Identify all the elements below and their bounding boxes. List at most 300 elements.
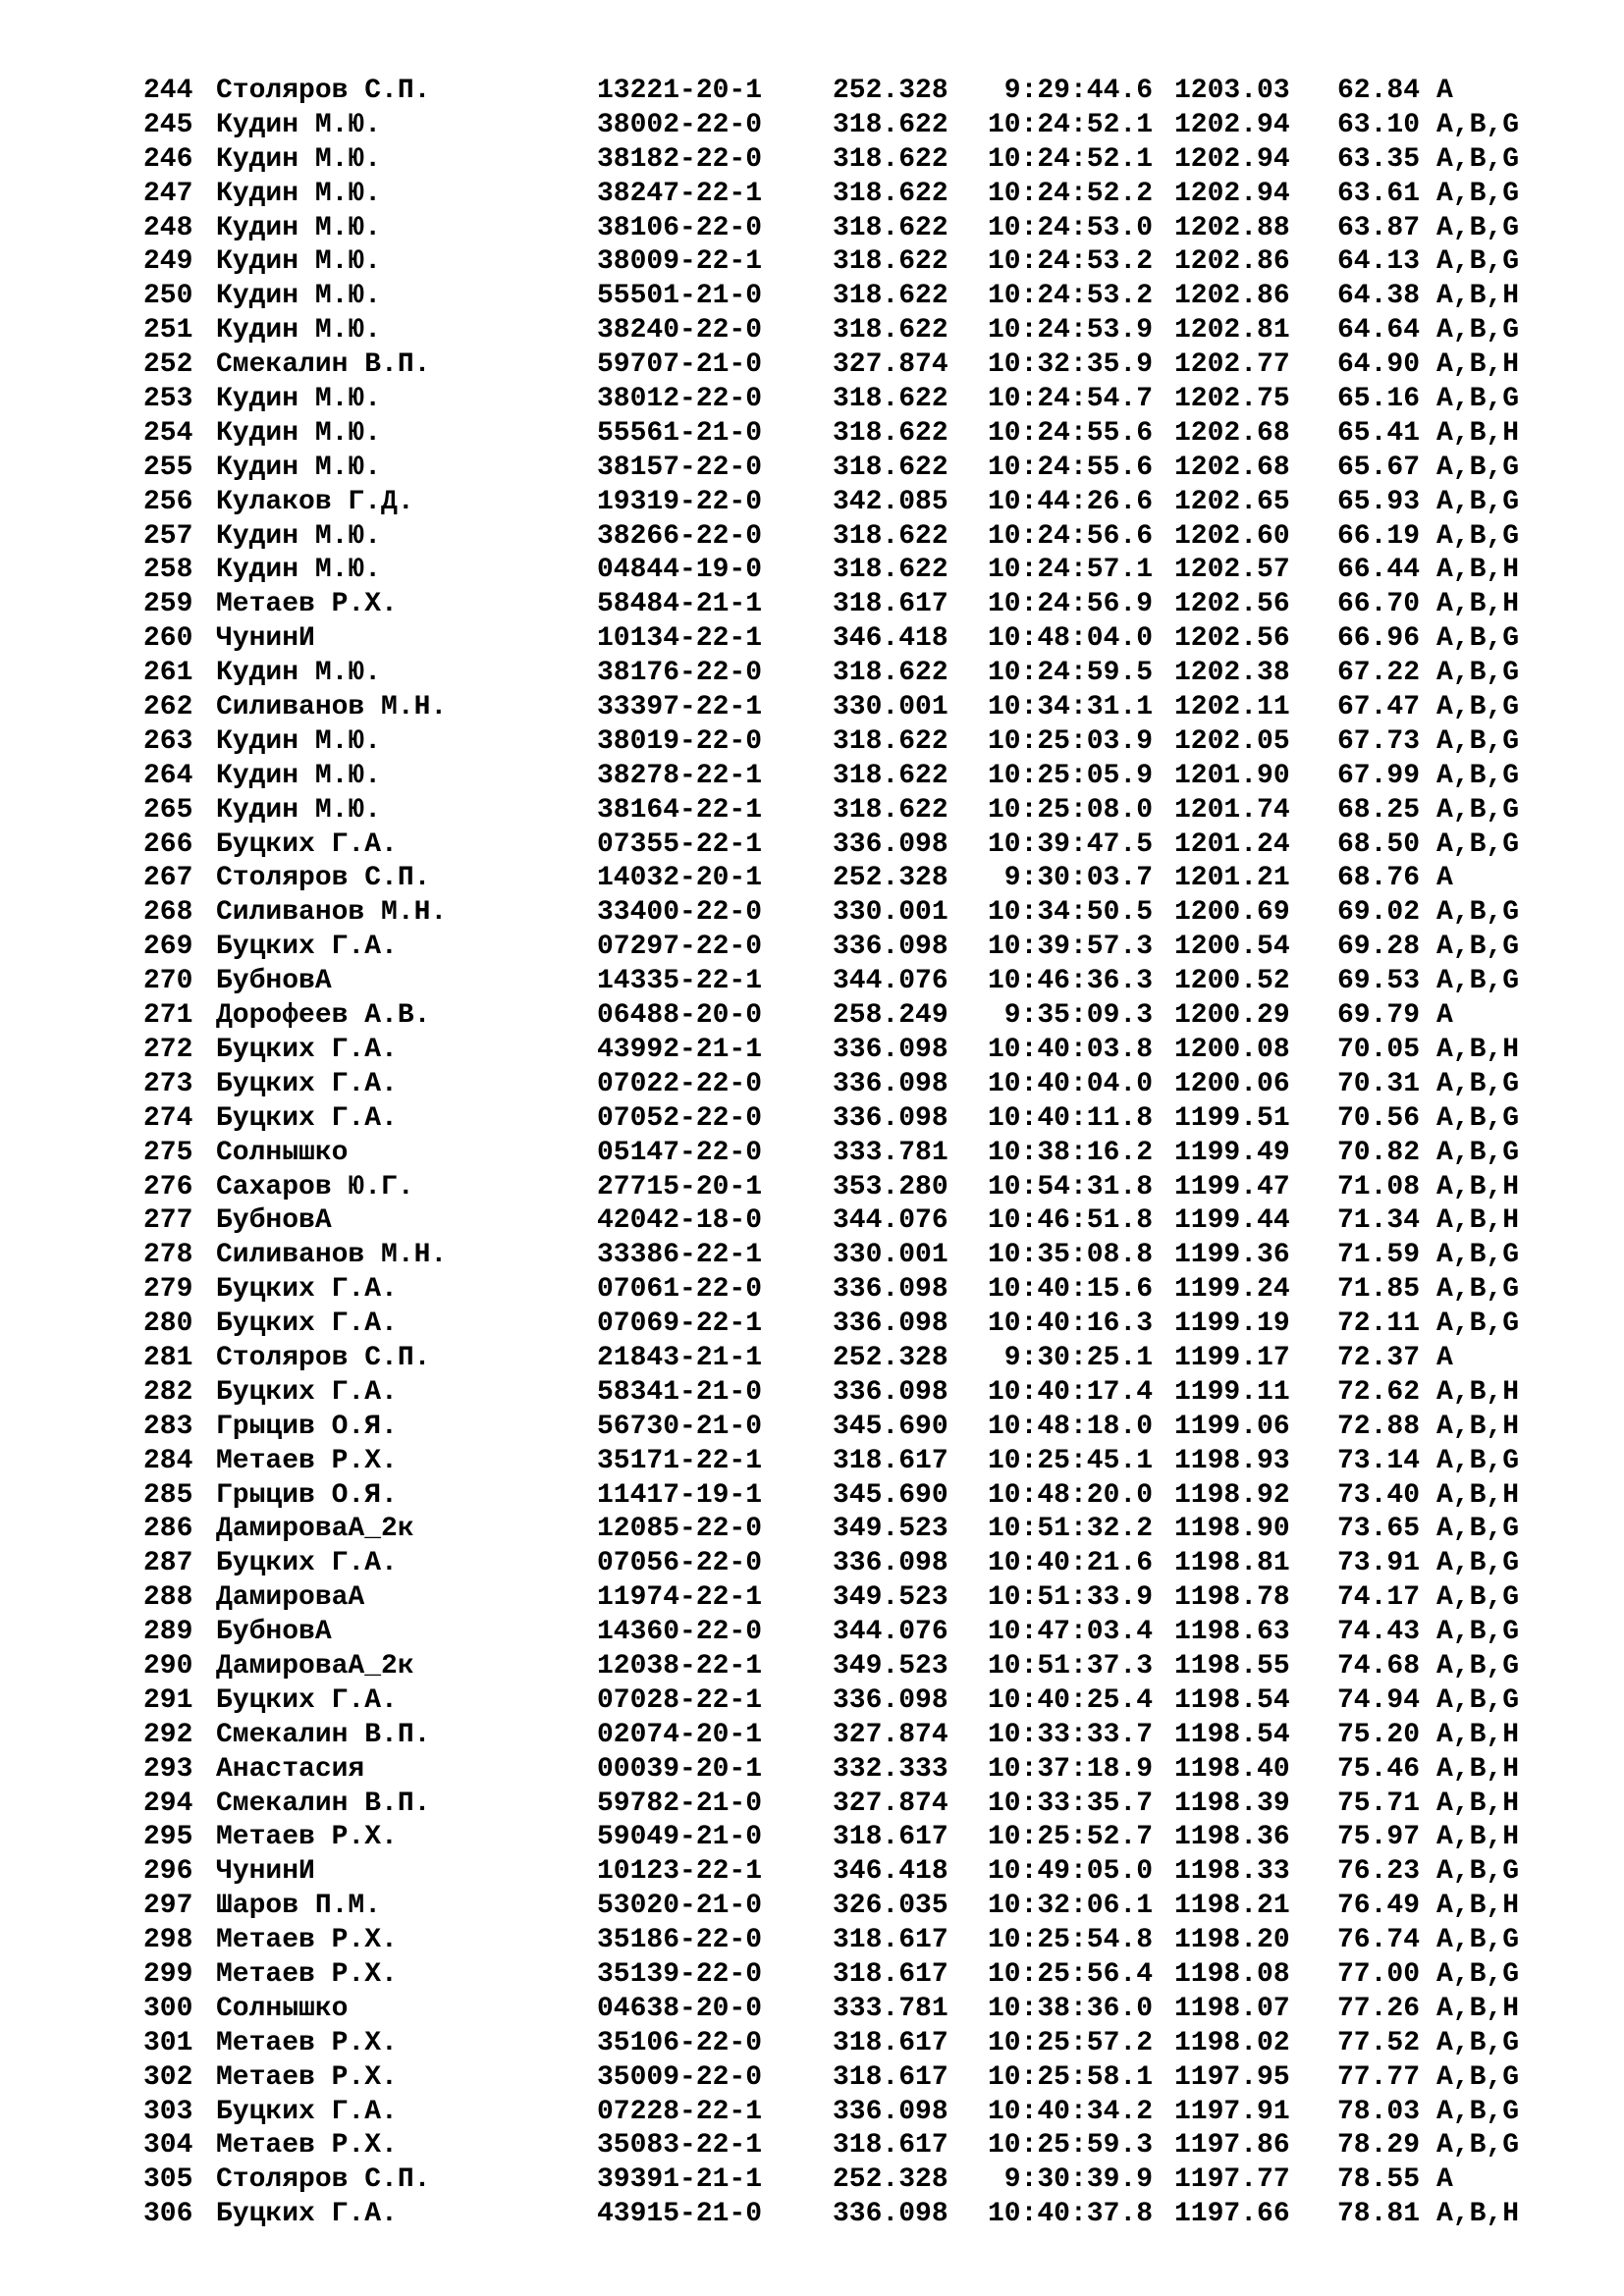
distance: 345.690 [833, 1411, 948, 1442]
participant-name: Метаев Р.Х. [216, 1925, 398, 1956]
speed: 1198.07 [1174, 1993, 1290, 2024]
ring-number: 35171-22-1 [597, 1445, 763, 1476]
arrival-time: 10:51:37.3 [987, 1650, 1153, 1682]
table-row [143, 2163, 1557, 2198]
percentile: 76.23 [1337, 1856, 1421, 1888]
participant-name: Столяров С.П. [216, 2164, 431, 2196]
speed: 1199.24 [1174, 1274, 1290, 1306]
distance: 318.622 [833, 315, 948, 347]
table-row [143, 896, 1557, 931]
place-number: 251 [143, 315, 193, 347]
speed: 1202.94 [1174, 109, 1290, 140]
ring-number: 10134-22-1 [597, 623, 763, 655]
percentile: 69.79 [1337, 1000, 1421, 1032]
distance: 344.076 [833, 966, 948, 997]
participant-name: Кулаков Г.Д. [216, 486, 414, 517]
table-row [143, 2061, 1557, 2096]
table-row [143, 383, 1557, 417]
participant-name: ЧунинИ [216, 1856, 315, 1888]
table-row [143, 1273, 1557, 1308]
participant-name: Буцких Г.А. [216, 1308, 398, 1340]
place-number: 284 [143, 1445, 193, 1476]
percentile: 65.93 [1337, 486, 1421, 517]
table-row [143, 1788, 1557, 1822]
distance: 336.098 [833, 1102, 948, 1134]
speed: 1202.81 [1174, 315, 1290, 347]
distance: 252.328 [833, 76, 948, 106]
speed: 1197.91 [1174, 2096, 1290, 2127]
participant-name: Буцких Г.А. [216, 1068, 398, 1099]
arrival-time: 10:34:31.1 [987, 692, 1153, 723]
distance: 349.523 [833, 1582, 948, 1614]
ring-number: 07056-22-0 [597, 1548, 763, 1579]
distance: 336.098 [833, 828, 948, 860]
arrival-time: 10:25:08.0 [987, 794, 1153, 826]
arrival-time: 10:24:54.7 [987, 384, 1153, 415]
distance: 345.690 [833, 1479, 948, 1511]
category-flags: A,B,G [1436, 794, 1520, 826]
participant-name: Кудин М.Ю. [216, 212, 382, 243]
category-flags: A,B,G [1436, 1650, 1520, 1682]
distance: 336.098 [833, 2096, 948, 2127]
percentile: 76.49 [1337, 1891, 1421, 1922]
place-number: 270 [143, 966, 193, 997]
ring-number: 04638-20-0 [597, 1993, 763, 2024]
category-flags: A,B,H [1436, 1719, 1520, 1750]
category-flags: A,B,H [1436, 1993, 1520, 2024]
speed: 1202.05 [1174, 725, 1290, 757]
percentile: 67.22 [1337, 658, 1421, 689]
percentile: 78.81 [1337, 2199, 1421, 2230]
distance: 318.622 [833, 178, 948, 209]
distance: 318.617 [833, 2130, 948, 2162]
table-row [143, 348, 1557, 383]
ring-number: 12085-22-0 [597, 1514, 763, 1545]
place-number: 305 [143, 2164, 193, 2196]
place-number: 277 [143, 1205, 193, 1237]
place-number: 255 [143, 452, 193, 483]
participant-name: Кудин М.Ю. [216, 417, 382, 449]
percentile: 73.91 [1337, 1548, 1421, 1579]
speed: 1200.08 [1174, 1034, 1290, 1065]
participant-name: Кудин М.Ю. [216, 384, 382, 415]
arrival-time: 10:24:57.1 [987, 555, 1153, 586]
distance: 318.622 [833, 143, 948, 175]
ring-number: 38019-22-0 [597, 725, 763, 757]
arrival-time: 10:25:59.3 [987, 2130, 1153, 2162]
table-row [143, 1547, 1557, 1581]
distance: 349.523 [833, 1514, 948, 1545]
speed: 1197.86 [1174, 2130, 1290, 2162]
participant-name: Сахаров Ю.Г. [216, 1171, 414, 1202]
category-flags: A [1436, 863, 1453, 894]
arrival-time: 10:46:51.8 [987, 1205, 1153, 1237]
ring-number: 19319-22-0 [597, 486, 763, 517]
percentile: 65.41 [1337, 417, 1421, 449]
percentile: 77.52 [1337, 2027, 1421, 2058]
speed: 1202.86 [1174, 246, 1290, 278]
ring-number: 56730-21-0 [597, 1411, 763, 1442]
place-number: 300 [143, 1993, 193, 2024]
place-number: 258 [143, 555, 193, 586]
participant-name: Столяров С.П. [216, 76, 431, 106]
arrival-time: 10:39:47.5 [987, 828, 1153, 860]
category-flags: A,B,G [1436, 212, 1520, 243]
distance: 318.617 [833, 1445, 948, 1476]
arrival-time: 10:40:15.6 [987, 1274, 1153, 1306]
speed: 1197.77 [1174, 2164, 1290, 2196]
speed: 1198.81 [1174, 1548, 1290, 1579]
table-row [143, 417, 1557, 452]
participant-name: Шаров П.М. [216, 1891, 382, 1922]
percentile: 77.26 [1337, 1993, 1421, 2024]
place-number: 306 [143, 2199, 193, 2230]
speed: 1201.24 [1174, 828, 1290, 860]
table-row [143, 1993, 1557, 2027]
percentile: 63.87 [1337, 212, 1421, 243]
table-row [143, 1890, 1557, 1924]
table-row [143, 1581, 1557, 1616]
distance: 252.328 [833, 1342, 948, 1373]
category-flags: A,B,G [1436, 658, 1520, 689]
place-number: 273 [143, 1068, 193, 1099]
ring-number: 42042-18-0 [597, 1205, 763, 1237]
place-number: 268 [143, 897, 193, 929]
table-row [143, 1479, 1557, 1514]
arrival-time: 10:33:33.7 [987, 1719, 1153, 1750]
category-flags: A,B,G [1436, 1068, 1520, 1099]
arrival-time: 10:24:55.6 [987, 417, 1153, 449]
percentile: 78.29 [1337, 2130, 1421, 2162]
participant-name: Силиванов М.Н. [216, 897, 448, 929]
category-flags: A,B,G [1436, 1137, 1520, 1168]
ring-number: 55501-21-0 [597, 281, 763, 312]
place-number: 285 [143, 1479, 193, 1511]
percentile: 70.56 [1337, 1102, 1421, 1134]
ring-number: 38164-22-1 [597, 794, 763, 826]
speed: 1198.90 [1174, 1514, 1290, 1545]
arrival-time: 10:35:08.8 [987, 1240, 1153, 1271]
speed: 1200.52 [1174, 966, 1290, 997]
percentile: 76.74 [1337, 1925, 1421, 1956]
category-flags: A [1436, 76, 1453, 106]
percentile: 69.02 [1337, 897, 1421, 929]
category-flags: A,B,G [1436, 760, 1520, 791]
percentile: 71.34 [1337, 1205, 1421, 1237]
category-flags: A,B,H [1436, 1411, 1520, 1442]
arrival-time: 10:40:17.4 [987, 1376, 1153, 1408]
distance: 336.098 [833, 1376, 948, 1408]
percentile: 74.68 [1337, 1650, 1421, 1682]
speed: 1199.17 [1174, 1342, 1290, 1373]
speed: 1198.20 [1174, 1925, 1290, 1956]
participant-name: Буцких Г.А. [216, 828, 398, 860]
participant-name: Силиванов М.Н. [216, 692, 448, 723]
place-number: 286 [143, 1514, 193, 1545]
distance: 333.781 [833, 1993, 948, 2024]
ring-number: 14360-22-0 [597, 1617, 763, 1648]
arrival-time: 10:24:56.9 [987, 589, 1153, 620]
ring-number: 38176-22-0 [597, 658, 763, 689]
distance: 353.280 [833, 1171, 948, 1202]
participant-name: БубновА [216, 966, 332, 997]
table-row [143, 2027, 1557, 2061]
speed: 1198.40 [1174, 1753, 1290, 1785]
place-number: 262 [143, 692, 193, 723]
place-number: 291 [143, 1684, 193, 1716]
speed: 1199.49 [1174, 1137, 1290, 1168]
speed: 1201.74 [1174, 794, 1290, 826]
percentile: 69.53 [1337, 966, 1421, 997]
speed: 1198.36 [1174, 1822, 1290, 1853]
table-row [143, 622, 1557, 657]
table-row [143, 2129, 1557, 2163]
percentile: 78.03 [1337, 2096, 1421, 2127]
category-flags: A,B,G [1436, 109, 1520, 140]
speed: 1202.65 [1174, 486, 1290, 517]
category-flags: A,B,G [1436, 1684, 1520, 1716]
participant-name: Кудин М.Ю. [216, 794, 382, 826]
distance: 333.781 [833, 1137, 948, 1168]
place-number: 292 [143, 1719, 193, 1750]
category-flags: A,B,G [1436, 520, 1520, 552]
percentile: 66.44 [1337, 555, 1421, 586]
arrival-time: 9:30:39.9 [1003, 2164, 1153, 2196]
table-row [143, 1924, 1557, 1958]
distance: 252.328 [833, 2164, 948, 2196]
arrival-time: 10:33:35.7 [987, 1788, 1153, 1819]
distance: 318.622 [833, 452, 948, 483]
table-row [143, 1411, 1557, 1445]
participant-name: Кудин М.Ю. [216, 760, 382, 791]
table-row [143, 760, 1557, 794]
percentile: 72.37 [1337, 1342, 1421, 1373]
category-flags: A [1436, 1000, 1453, 1032]
arrival-time: 9:30:25.1 [1003, 1342, 1153, 1373]
category-flags: A,B,G [1436, 143, 1520, 175]
arrival-time: 10:48:04.0 [987, 623, 1153, 655]
place-number: 256 [143, 486, 193, 517]
ring-number: 07069-22-1 [597, 1308, 763, 1340]
place-number: 294 [143, 1788, 193, 1819]
distance: 326.035 [833, 1891, 948, 1922]
table-row [143, 999, 1557, 1034]
category-flags: A,B,G [1436, 966, 1520, 997]
speed: 1198.93 [1174, 1445, 1290, 1476]
percentile: 74.94 [1337, 1684, 1421, 1716]
percentile: 72.11 [1337, 1308, 1421, 1340]
results-table [143, 75, 1557, 2232]
ring-number: 43915-21-0 [597, 2199, 763, 2230]
distance: 346.418 [833, 623, 948, 655]
speed: 1202.68 [1174, 417, 1290, 449]
table-row [143, 486, 1557, 520]
ring-number: 58341-21-0 [597, 1376, 763, 1408]
category-flags: A,B,H [1436, 349, 1520, 381]
arrival-time: 10:47:03.4 [987, 1617, 1153, 1648]
table-row [143, 212, 1557, 246]
category-flags: A,B,H [1436, 281, 1520, 312]
percentile: 75.71 [1337, 1788, 1421, 1819]
participant-name: Смекалин В.П. [216, 1719, 431, 1750]
place-number: 259 [143, 589, 193, 620]
ring-number: 38012-22-0 [597, 384, 763, 415]
speed: 1197.95 [1174, 2061, 1290, 2093]
speed: 1200.29 [1174, 1000, 1290, 1032]
place-number: 275 [143, 1137, 193, 1168]
participant-name: Кудин М.Ю. [216, 246, 382, 278]
percentile: 65.16 [1337, 384, 1421, 415]
percentile: 64.13 [1337, 246, 1421, 278]
place-number: 246 [143, 143, 193, 175]
category-flags: A,B,G [1436, 725, 1520, 757]
category-flags: A,B,G [1436, 1102, 1520, 1134]
participant-name: Буцких Г.А. [216, 1102, 398, 1134]
table-row [143, 2096, 1557, 2130]
participant-name: Столяров С.П. [216, 1342, 431, 1373]
ring-number: 38266-22-0 [597, 520, 763, 552]
speed: 1203.03 [1174, 76, 1290, 106]
distance: 344.076 [833, 1617, 948, 1648]
place-number: 245 [143, 109, 193, 140]
place-number: 302 [143, 2061, 193, 2093]
place-number: 253 [143, 384, 193, 415]
table-row [143, 1684, 1557, 1719]
table-row [143, 1753, 1557, 1788]
participant-name: Кудин М.Ю. [216, 520, 382, 552]
speed: 1198.54 [1174, 1719, 1290, 1750]
category-flags: A,B,H [1436, 589, 1520, 620]
percentile: 71.59 [1337, 1240, 1421, 1271]
speed: 1200.54 [1174, 932, 1290, 963]
participant-name: Метаев Р.Х. [216, 1958, 398, 1990]
ring-number: 11417-19-1 [597, 1479, 763, 1511]
place-number: 249 [143, 246, 193, 278]
category-flags: A,B,H [1436, 1376, 1520, 1408]
table-row [143, 1719, 1557, 1753]
ring-number: 35186-22-0 [597, 1925, 763, 1956]
table-row [143, 965, 1557, 999]
distance: 258.249 [833, 1000, 948, 1032]
speed: 1202.94 [1174, 143, 1290, 175]
participant-name: Кудин М.Ю. [216, 555, 382, 586]
participant-name: Метаев Р.Х. [216, 1822, 398, 1853]
speed: 1201.21 [1174, 863, 1290, 894]
table-row [143, 1376, 1557, 1411]
category-flags: A,B,G [1436, 178, 1520, 209]
distance: 318.622 [833, 760, 948, 791]
arrival-time: 10:24:52.2 [987, 178, 1153, 209]
distance: 318.622 [833, 384, 948, 415]
category-flags: A [1436, 2164, 1453, 2196]
percentile: 73.40 [1337, 1479, 1421, 1511]
distance: 318.622 [833, 281, 948, 312]
distance: 327.874 [833, 349, 948, 381]
participant-name: Грыцив О.Я. [216, 1411, 398, 1442]
percentile: 72.62 [1337, 1376, 1421, 1408]
percentile: 63.61 [1337, 178, 1421, 209]
place-number: 301 [143, 2027, 193, 2058]
arrival-time: 10:25:05.9 [987, 760, 1153, 791]
arrival-time: 10:51:33.9 [987, 1582, 1153, 1614]
percentile: 63.10 [1337, 109, 1421, 140]
percentile: 64.38 [1337, 281, 1421, 312]
speed: 1199.47 [1174, 1171, 1290, 1202]
arrival-time: 10:24:53.2 [987, 281, 1153, 312]
category-flags: A,B,G [1436, 2096, 1520, 2127]
arrival-time: 10:32:06.1 [987, 1891, 1153, 1922]
category-flags: A,B,G [1436, 1240, 1520, 1271]
table-row [143, 178, 1557, 212]
arrival-time: 10:44:26.6 [987, 486, 1153, 517]
category-flags: A,B,H [1436, 417, 1520, 449]
place-number: 263 [143, 725, 193, 757]
arrival-time: 10:24:53.0 [987, 212, 1153, 243]
participant-name: Смекалин В.П. [216, 1788, 431, 1819]
percentile: 67.73 [1337, 725, 1421, 757]
place-number: 265 [143, 794, 193, 826]
table-row [143, 1204, 1557, 1239]
ring-number: 53020-21-0 [597, 1891, 763, 1922]
ring-number: 55561-21-0 [597, 417, 763, 449]
ring-number: 13221-20-1 [597, 76, 763, 106]
percentile: 66.19 [1337, 520, 1421, 552]
ring-number: 38240-22-0 [597, 315, 763, 347]
table-row [143, 1171, 1557, 1205]
arrival-time: 10:25:58.1 [987, 2061, 1153, 2093]
place-number: 250 [143, 281, 193, 312]
speed: 1198.78 [1174, 1582, 1290, 1614]
ring-number: 07355-22-1 [597, 828, 763, 860]
ring-number: 00039-20-1 [597, 1753, 763, 1785]
percentile: 74.17 [1337, 1582, 1421, 1614]
table-row [143, 2198, 1557, 2232]
distance: 318.622 [833, 212, 948, 243]
place-number: 298 [143, 1925, 193, 1956]
table-row [143, 520, 1557, 555]
ring-number: 59782-21-0 [597, 1788, 763, 1819]
category-flags: A,B,G [1436, 623, 1520, 655]
speed: 1202.60 [1174, 520, 1290, 552]
place-number: 281 [143, 1342, 193, 1373]
arrival-time: 10:24:53.9 [987, 315, 1153, 347]
table-row [143, 143, 1557, 178]
category-flags: A,B,H [1436, 1891, 1520, 1922]
ring-number: 43992-21-1 [597, 1034, 763, 1065]
participant-name: Кудин М.Ю. [216, 315, 382, 347]
percentile: 78.55 [1337, 2164, 1421, 2196]
place-number: 260 [143, 623, 193, 655]
place-number: 261 [143, 658, 193, 689]
arrival-time: 10:24:52.1 [987, 109, 1153, 140]
category-flags: A,B,G [1436, 1308, 1520, 1340]
participant-name: Кудин М.Ю. [216, 178, 382, 209]
table-row [143, 1068, 1557, 1102]
participant-name: Буцких Г.А. [216, 2096, 398, 2127]
place-number: 257 [143, 520, 193, 552]
speed: 1198.63 [1174, 1617, 1290, 1648]
distance: 336.098 [833, 1068, 948, 1099]
speed: 1200.69 [1174, 897, 1290, 929]
category-flags: A,B,G [1436, 1925, 1520, 1956]
participant-name: Солнышко [216, 1137, 349, 1168]
category-flags: A,B,G [1436, 246, 1520, 278]
arrival-time: 9:29:44.6 [1003, 76, 1153, 106]
category-flags: A,B,G [1436, 486, 1520, 517]
category-flags: A,B,G [1436, 828, 1520, 860]
place-number: 254 [143, 417, 193, 449]
place-number: 269 [143, 932, 193, 963]
